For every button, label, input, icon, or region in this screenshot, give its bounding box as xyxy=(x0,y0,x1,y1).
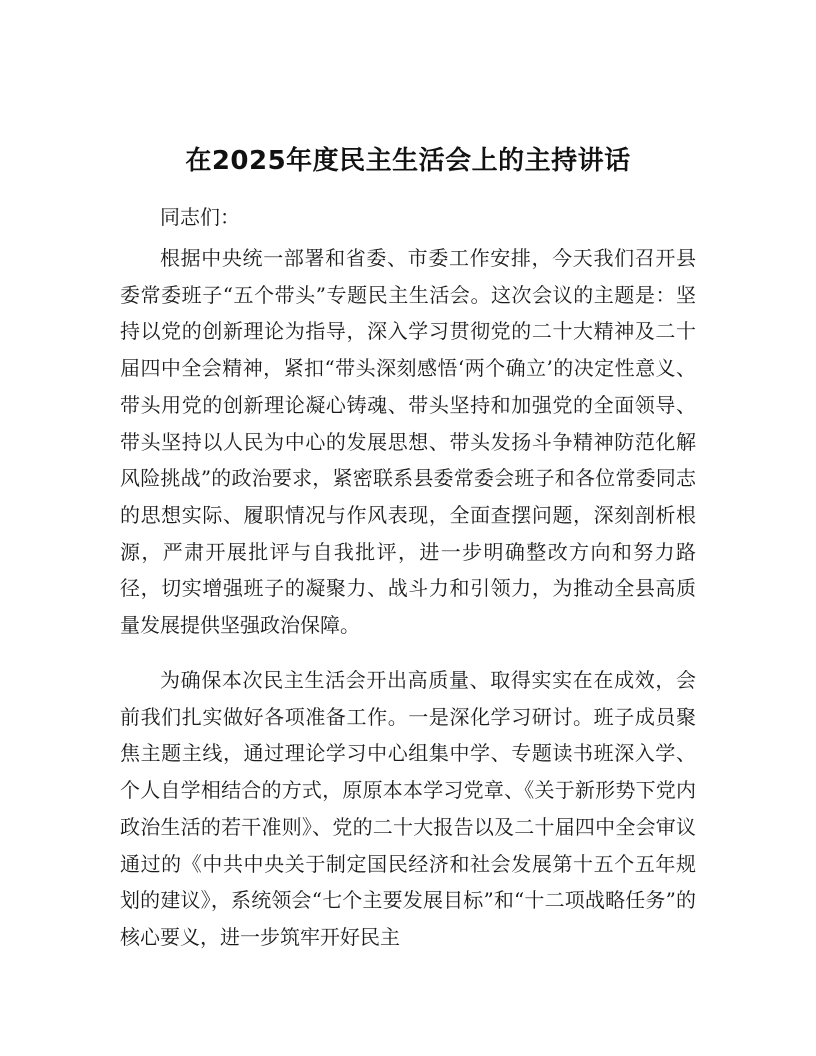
body-paragraph: 根据中央统一部署和省委、市委工作安排，今天我们召开县委常委班子“五个带头”专题民主生活会。这次会议的主题是：坚持以党的创新理论为指导，深入学习贯彻党的二十大精神及二十届四中全会精神，紧扣“带头深刻感悟‘两个确立’的决定性意义、带头用党的创新理论凝心铸魂、带头坚持和加强党的全面领导、带头坚持以人民为中心的发展思想、带头发扬斗争精神防范化解风险挑战”的政治要求，紧密联系县委常委会班子和各位常委同志的思想实际、履职情况与作风表现，全面查摆问题，深刻剖析根源，严肃开展批评与自我批评，进一步明确整改方向和努力路径，切实增强班子的凝聚力、战斗力和引领力，为推动全县高质量发展提供坚强政治保障。 xyxy=(120,246,696,638)
body-paragraph: 为确保本次民主生活会开出高质量、取得实实在在成效，会前我们扎实做好各项准备工作。一是深化学习研讨。班子成员聚焦主题主线，通过理论学习中心组集中学、专题读书班深入学、个人自学相结合的方式，原原本本学习党章、《关于新形势下党内政治生活的若干准则》、党的二十大报告以及二十届四中全会审议通过的《中共中央关于制定国民经济和社会发展第十五个五年规划的建议》，系统领会“七个主要发展目标”和“十二项战略任务”的核心要义，进一步筑牢开好民主 xyxy=(120,668,696,949)
document-title: 在2025年度民主生活会上的主持讲话 xyxy=(185,146,631,176)
salutation: 同志们： xyxy=(160,205,240,229)
